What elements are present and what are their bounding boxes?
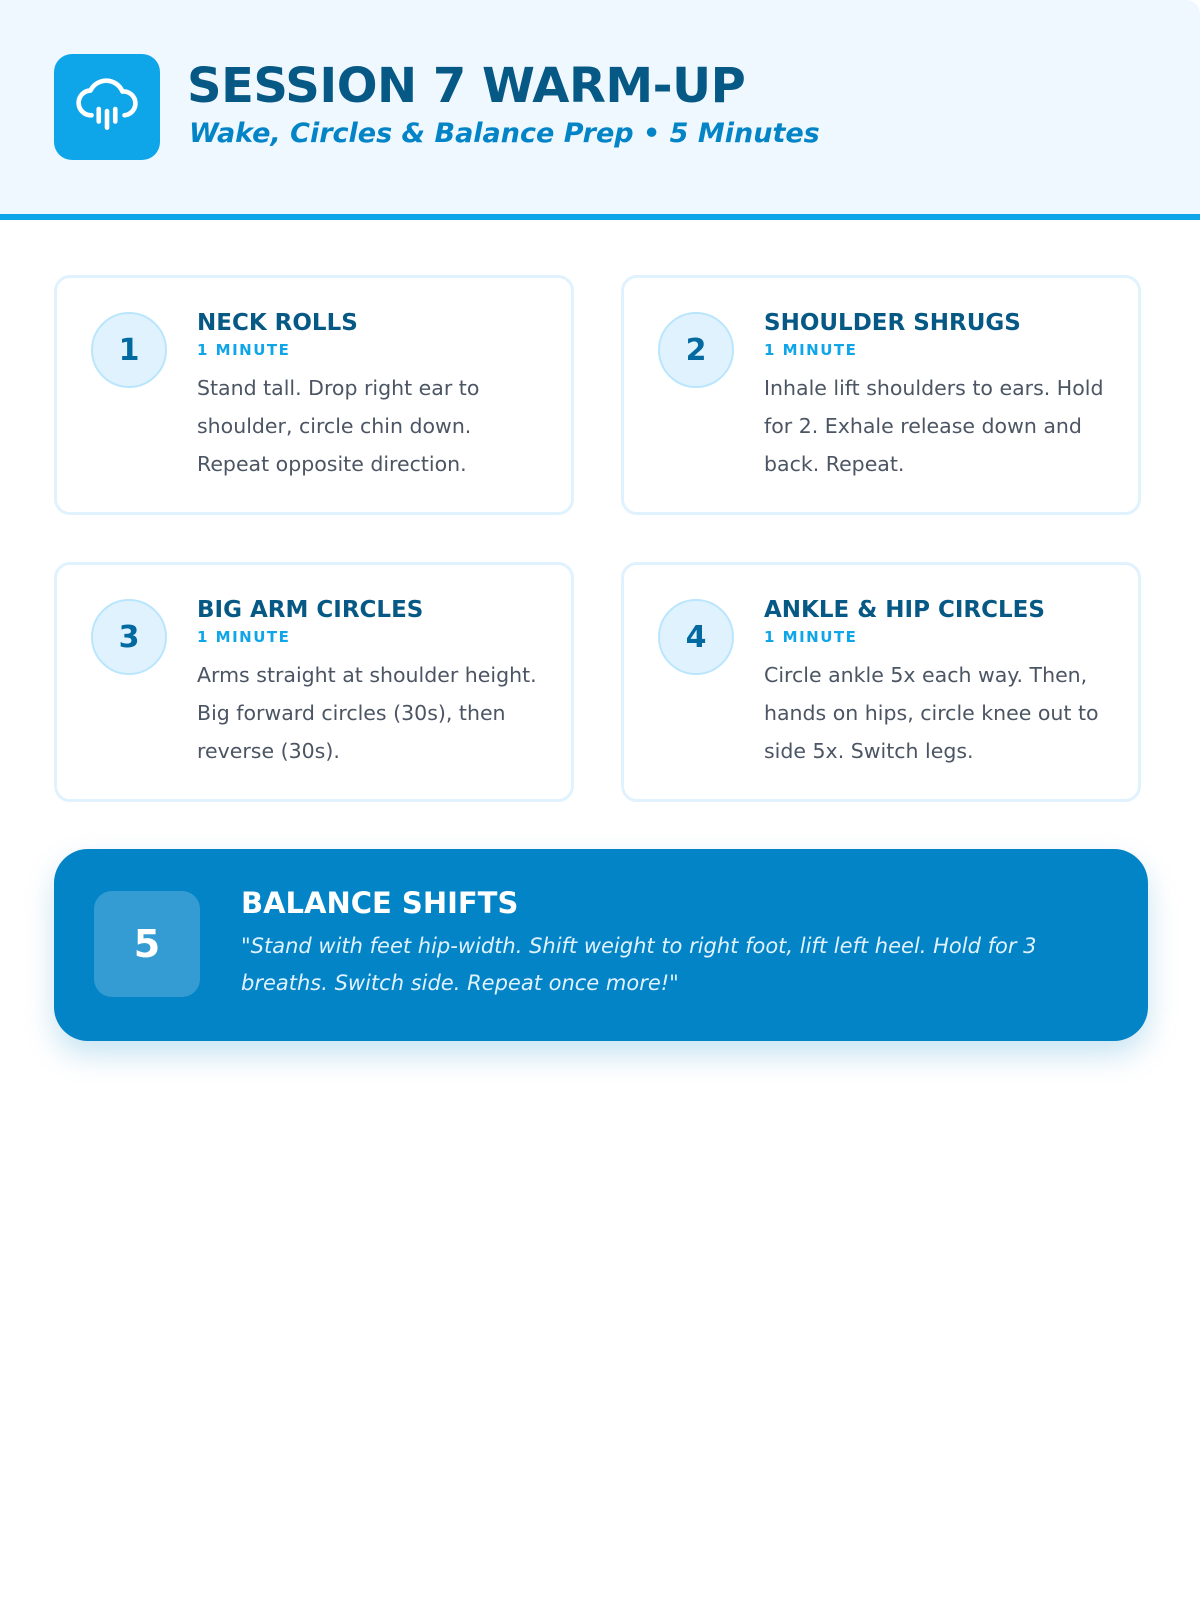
exercise-number: 1 [91,312,167,388]
exercise-description: Circle ankle 5x each way. Then, hands on hips, circle knee out to side 5x. Switch legs. [764,663,1099,763]
featured-exercise-number: 5 [94,891,200,997]
app-logo [54,54,160,160]
page-header [0,0,1200,220]
exercise-duration: 1 MINUTE [764,628,858,646]
exercise-description: Stand tall. Drop right ear to shoulder, circle chin down. Repeat opposite direction. [197,376,480,476]
featured-exercise-description: "Stand with feet hip-width. Shift weight to right foot, lift left heel. Hold for 3 breaths. Switch side. Repeat once more!" [241,934,1037,995]
exercise-description: Inhale lift shoulders to ears. Hold for 2. Exhale release down and back. Repeat. [764,376,1104,476]
page-subtitle: Wake, Circles & Balance Prep • 5 Minutes [189,118,820,149]
cloud-rain-icon [74,74,140,140]
featured-exercise-card [54,849,1148,1041]
exercise-title: ANKLE & HIP CIRCLES [764,597,1045,623]
exercise-title: BIG ARM CIRCLES [197,597,424,623]
exercise-duration: 1 MINUTE [197,341,291,359]
exercise-description: Arms straight at shoulder height. Big forward circles (30s), then reverse (30s). [197,663,537,763]
exercise-number: 3 [91,599,167,675]
page-title: SESSION 7 WARM-UP [187,58,746,114]
exercise-title: NECK ROLLS [197,310,358,336]
exercise-duration: 1 MINUTE [764,341,858,359]
exercise-card-neck-rolls [54,275,574,515]
exercise-title: SHOULDER SHRUGS [764,310,1021,336]
featured-exercise-title: BALANCE SHIFTS [241,886,519,920]
exercise-number: 2 [658,312,734,388]
exercise-card-shoulder-shrugs [621,275,1141,515]
exercise-duration: 1 MINUTE [197,628,291,646]
exercise-card-big-arm-circles [54,562,574,802]
exercise-number: 4 [658,599,734,675]
exercise-card-ankle-hip-circles [621,562,1141,802]
